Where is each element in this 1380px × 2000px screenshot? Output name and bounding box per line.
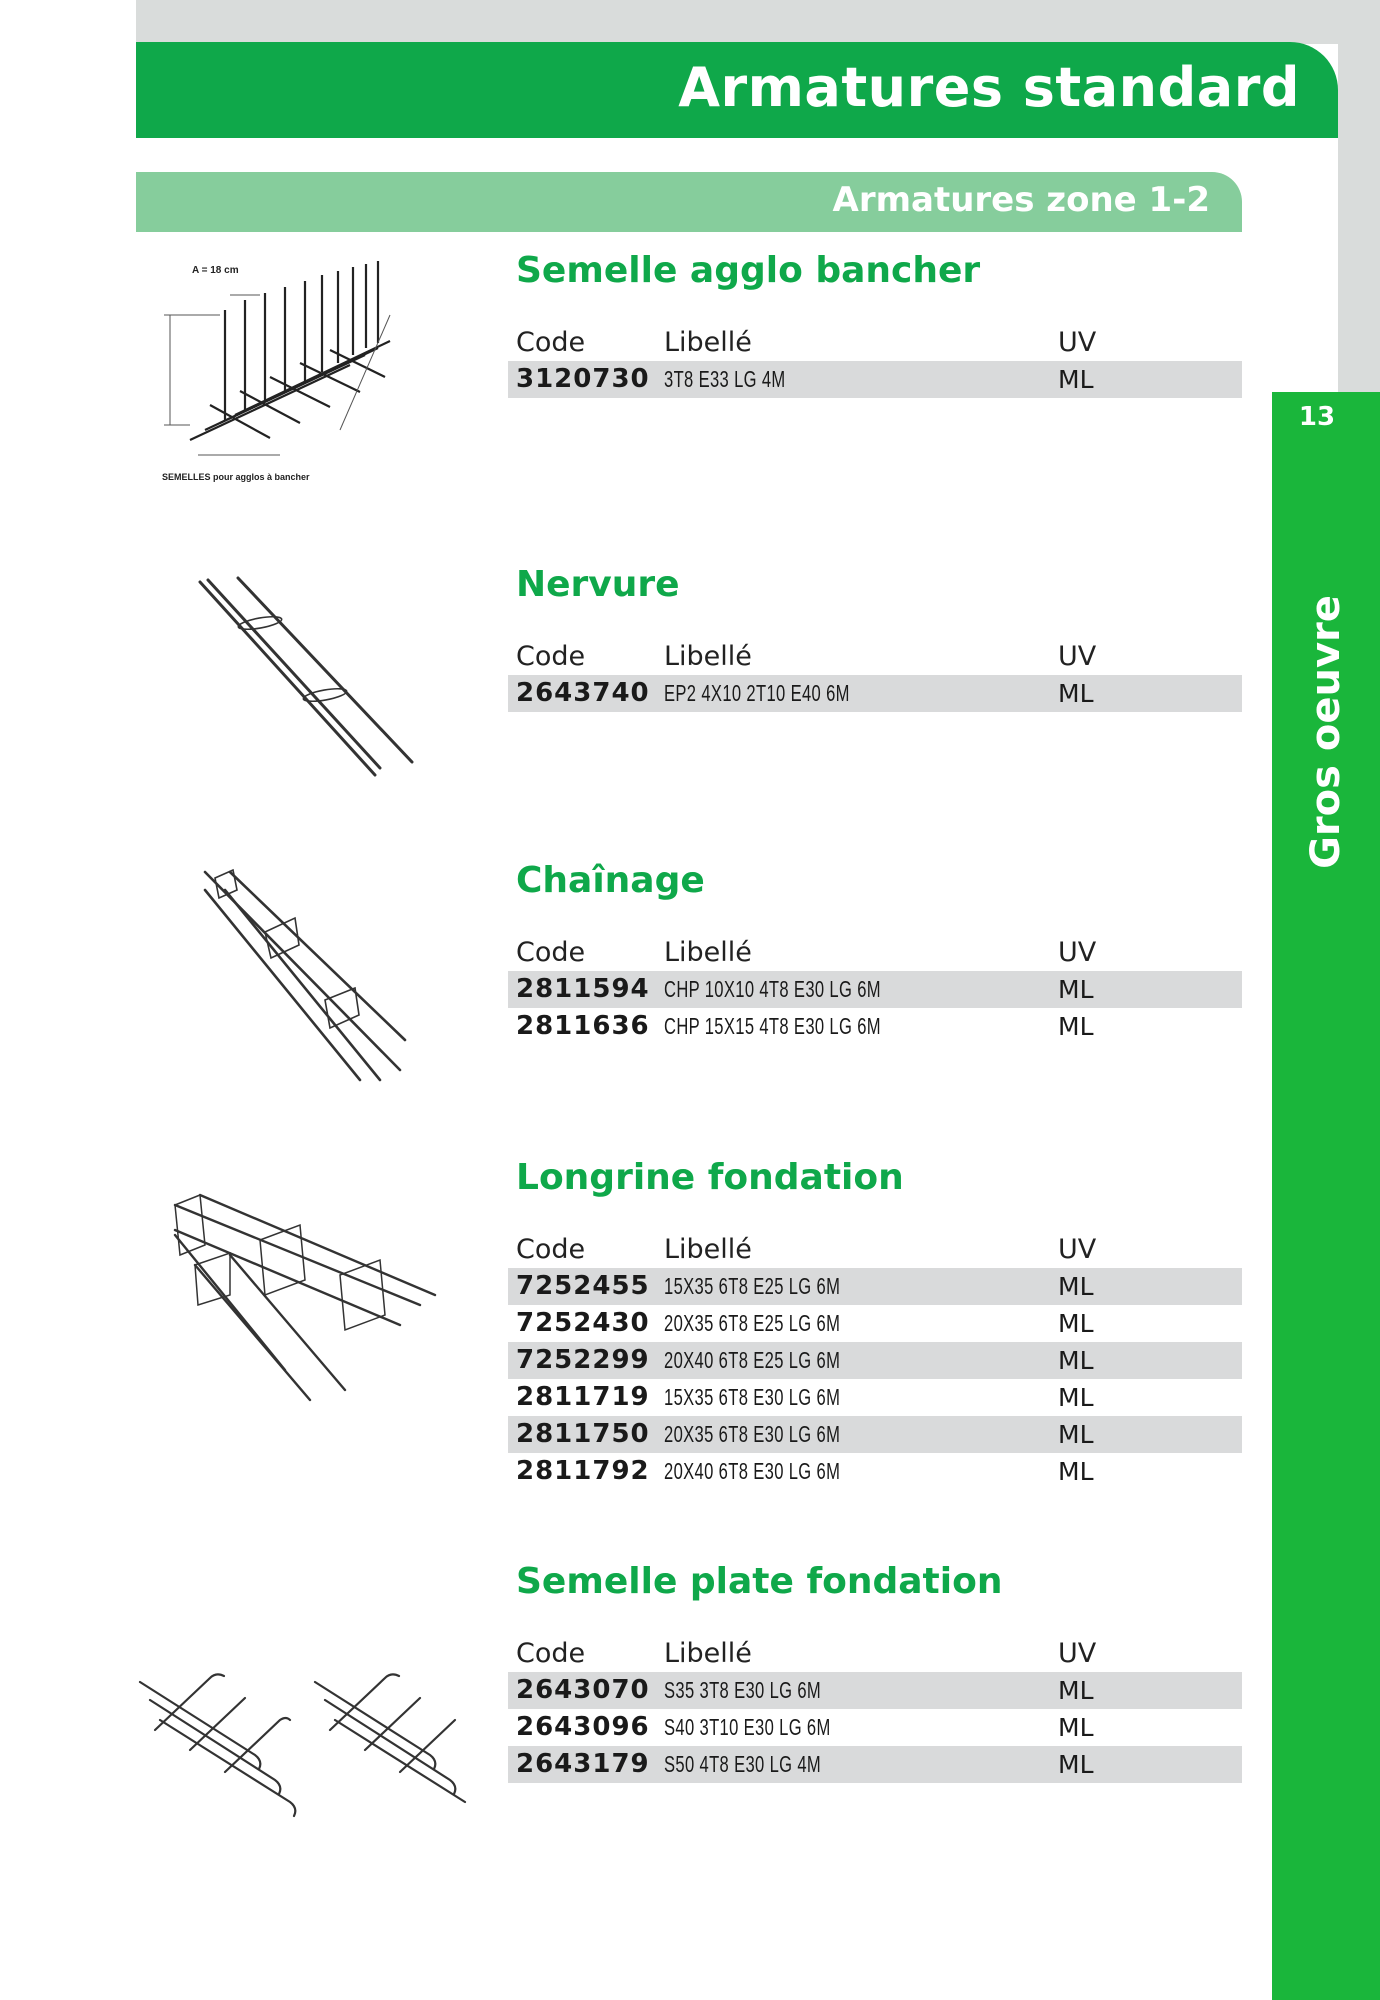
table-row: [508, 1342, 1242, 1379]
subtitle-bar: [136, 172, 1242, 232]
row-libelle: 20X40 6T8 E25 LG 6M: [664, 1347, 841, 1373]
table-row: [508, 971, 1242, 1008]
row-uv: ML: [1058, 1750, 1094, 1779]
table-row: [508, 1268, 1242, 1305]
row-libelle: 3T8 E33 LG 4M: [664, 366, 786, 392]
product-table: [508, 638, 1242, 712]
row-code: 2643740: [516, 678, 650, 708]
row-code: 2811792: [516, 1456, 650, 1486]
table-row: [508, 1305, 1242, 1342]
table-row: [508, 1416, 1242, 1453]
table-header: [508, 1231, 1242, 1268]
row-code: 7252430: [516, 1308, 650, 1338]
table-row: [508, 1746, 1242, 1783]
header-uv: UV: [1058, 641, 1097, 672]
row-libelle: 15X35 6T8 E25 LG 6M: [664, 1273, 841, 1299]
row-code: 2811719: [516, 1382, 650, 1412]
row-libelle: 20X35 6T8 E30 LG 6M: [664, 1421, 841, 1447]
row-code: 3120730: [516, 364, 650, 394]
header-libelle: Libellé: [664, 1234, 752, 1265]
row-uv: ML: [1058, 1012, 1094, 1041]
table-row: [508, 1709, 1242, 1746]
table-header: [508, 1635, 1242, 1672]
row-uv: ML: [1058, 1272, 1094, 1301]
page-number: 13: [1298, 402, 1336, 432]
section-title: Longrine fondation: [516, 1157, 904, 1198]
row-uv: ML: [1058, 365, 1094, 394]
header-code: Code: [516, 327, 586, 358]
row-code: 7252299: [516, 1345, 650, 1375]
header-code: Code: [516, 1234, 586, 1265]
table-header: [508, 324, 1242, 361]
section-title: Chaînage: [516, 860, 705, 901]
side-tab-label: Gros oeuvre: [1303, 595, 1349, 869]
semelle-agglo-illustration: [150, 255, 450, 495]
row-code: 2811750: [516, 1419, 650, 1449]
section-title: Nervure: [516, 564, 680, 605]
row-libelle: 20X40 6T8 E30 LG 6M: [664, 1458, 841, 1484]
section-title: Semelle agglo bancher: [516, 250, 981, 291]
nervure-illustration: [190, 570, 430, 790]
top-gray-strip: [0, 0, 1380, 44]
header-uv: UV: [1058, 1638, 1097, 1669]
page-title: Armatures standard: [678, 56, 1300, 119]
table-row: [508, 1379, 1242, 1416]
row-libelle: CHP 15X15 4T8 E30 LG 6M: [664, 1013, 881, 1039]
table-row: [508, 675, 1242, 712]
row-libelle: 15X35 6T8 E30 LG 6M: [664, 1384, 841, 1410]
dimension-label: A = 18 cm: [192, 265, 239, 276]
header-libelle: Libellé: [664, 937, 752, 968]
row-libelle: S50 4T8 E30 LG 4M: [664, 1751, 822, 1777]
row-uv: ML: [1058, 1457, 1094, 1486]
table-header: [508, 934, 1242, 971]
row-uv: ML: [1058, 975, 1094, 1004]
row-uv: ML: [1058, 1676, 1094, 1705]
title-bar: [136, 42, 1338, 138]
table-row: [508, 1672, 1242, 1709]
chainage-illustration: [195, 860, 415, 1090]
table-header: [508, 638, 1242, 675]
page-subtitle: Armatures zone 1-2: [832, 180, 1210, 220]
row-uv: ML: [1058, 1383, 1094, 1412]
row-code: 2643179: [516, 1749, 650, 1779]
row-code: 2811594: [516, 974, 650, 1004]
header-uv: UV: [1058, 327, 1097, 358]
header-libelle: Libellé: [664, 327, 752, 358]
row-uv: ML: [1058, 1713, 1094, 1742]
row-uv: ML: [1058, 679, 1094, 708]
illustration-caption: SEMELLES pour agglos à bancher: [162, 472, 310, 482]
row-libelle: 20X35 6T8 E25 LG 6M: [664, 1310, 841, 1336]
header-libelle: Libellé: [664, 641, 752, 672]
header-uv: UV: [1058, 1234, 1097, 1265]
row-code: 7252455: [516, 1271, 650, 1301]
table-row: [508, 1453, 1242, 1490]
right-gray-band: [1338, 44, 1380, 394]
semelle-plate-illustration: [135, 1670, 475, 1820]
header-code: Code: [516, 1638, 586, 1669]
row-uv: ML: [1058, 1346, 1094, 1375]
product-table: [508, 934, 1242, 1045]
product-table: [508, 324, 1242, 398]
top-strip-margin: [0, 0, 136, 44]
row-code: 2643096: [516, 1712, 650, 1742]
row-libelle: EP2 4X10 2T10 E40 6M: [664, 680, 850, 706]
product-table: [508, 1231, 1242, 1490]
row-code: 2811636: [516, 1011, 650, 1041]
longrine-illustration: [170, 1185, 440, 1415]
row-code: 2643070: [516, 1675, 650, 1705]
product-table: [508, 1635, 1242, 1783]
table-row: [508, 1008, 1242, 1045]
table-row: [508, 361, 1242, 398]
row-libelle: CHP 10X10 4T8 E30 LG 6M: [664, 976, 881, 1002]
header-uv: UV: [1058, 937, 1097, 968]
header-code: Code: [516, 937, 586, 968]
row-uv: ML: [1058, 1309, 1094, 1338]
header-code: Code: [516, 641, 586, 672]
row-libelle: S40 3T10 E30 LG 6M: [664, 1714, 831, 1740]
section-title: Semelle plate fondation: [516, 1561, 1003, 1602]
header-libelle: Libellé: [664, 1638, 752, 1669]
row-uv: ML: [1058, 1420, 1094, 1449]
row-libelle: S35 3T8 E30 LG 6M: [664, 1677, 822, 1703]
side-tab: [1272, 392, 1380, 2000]
